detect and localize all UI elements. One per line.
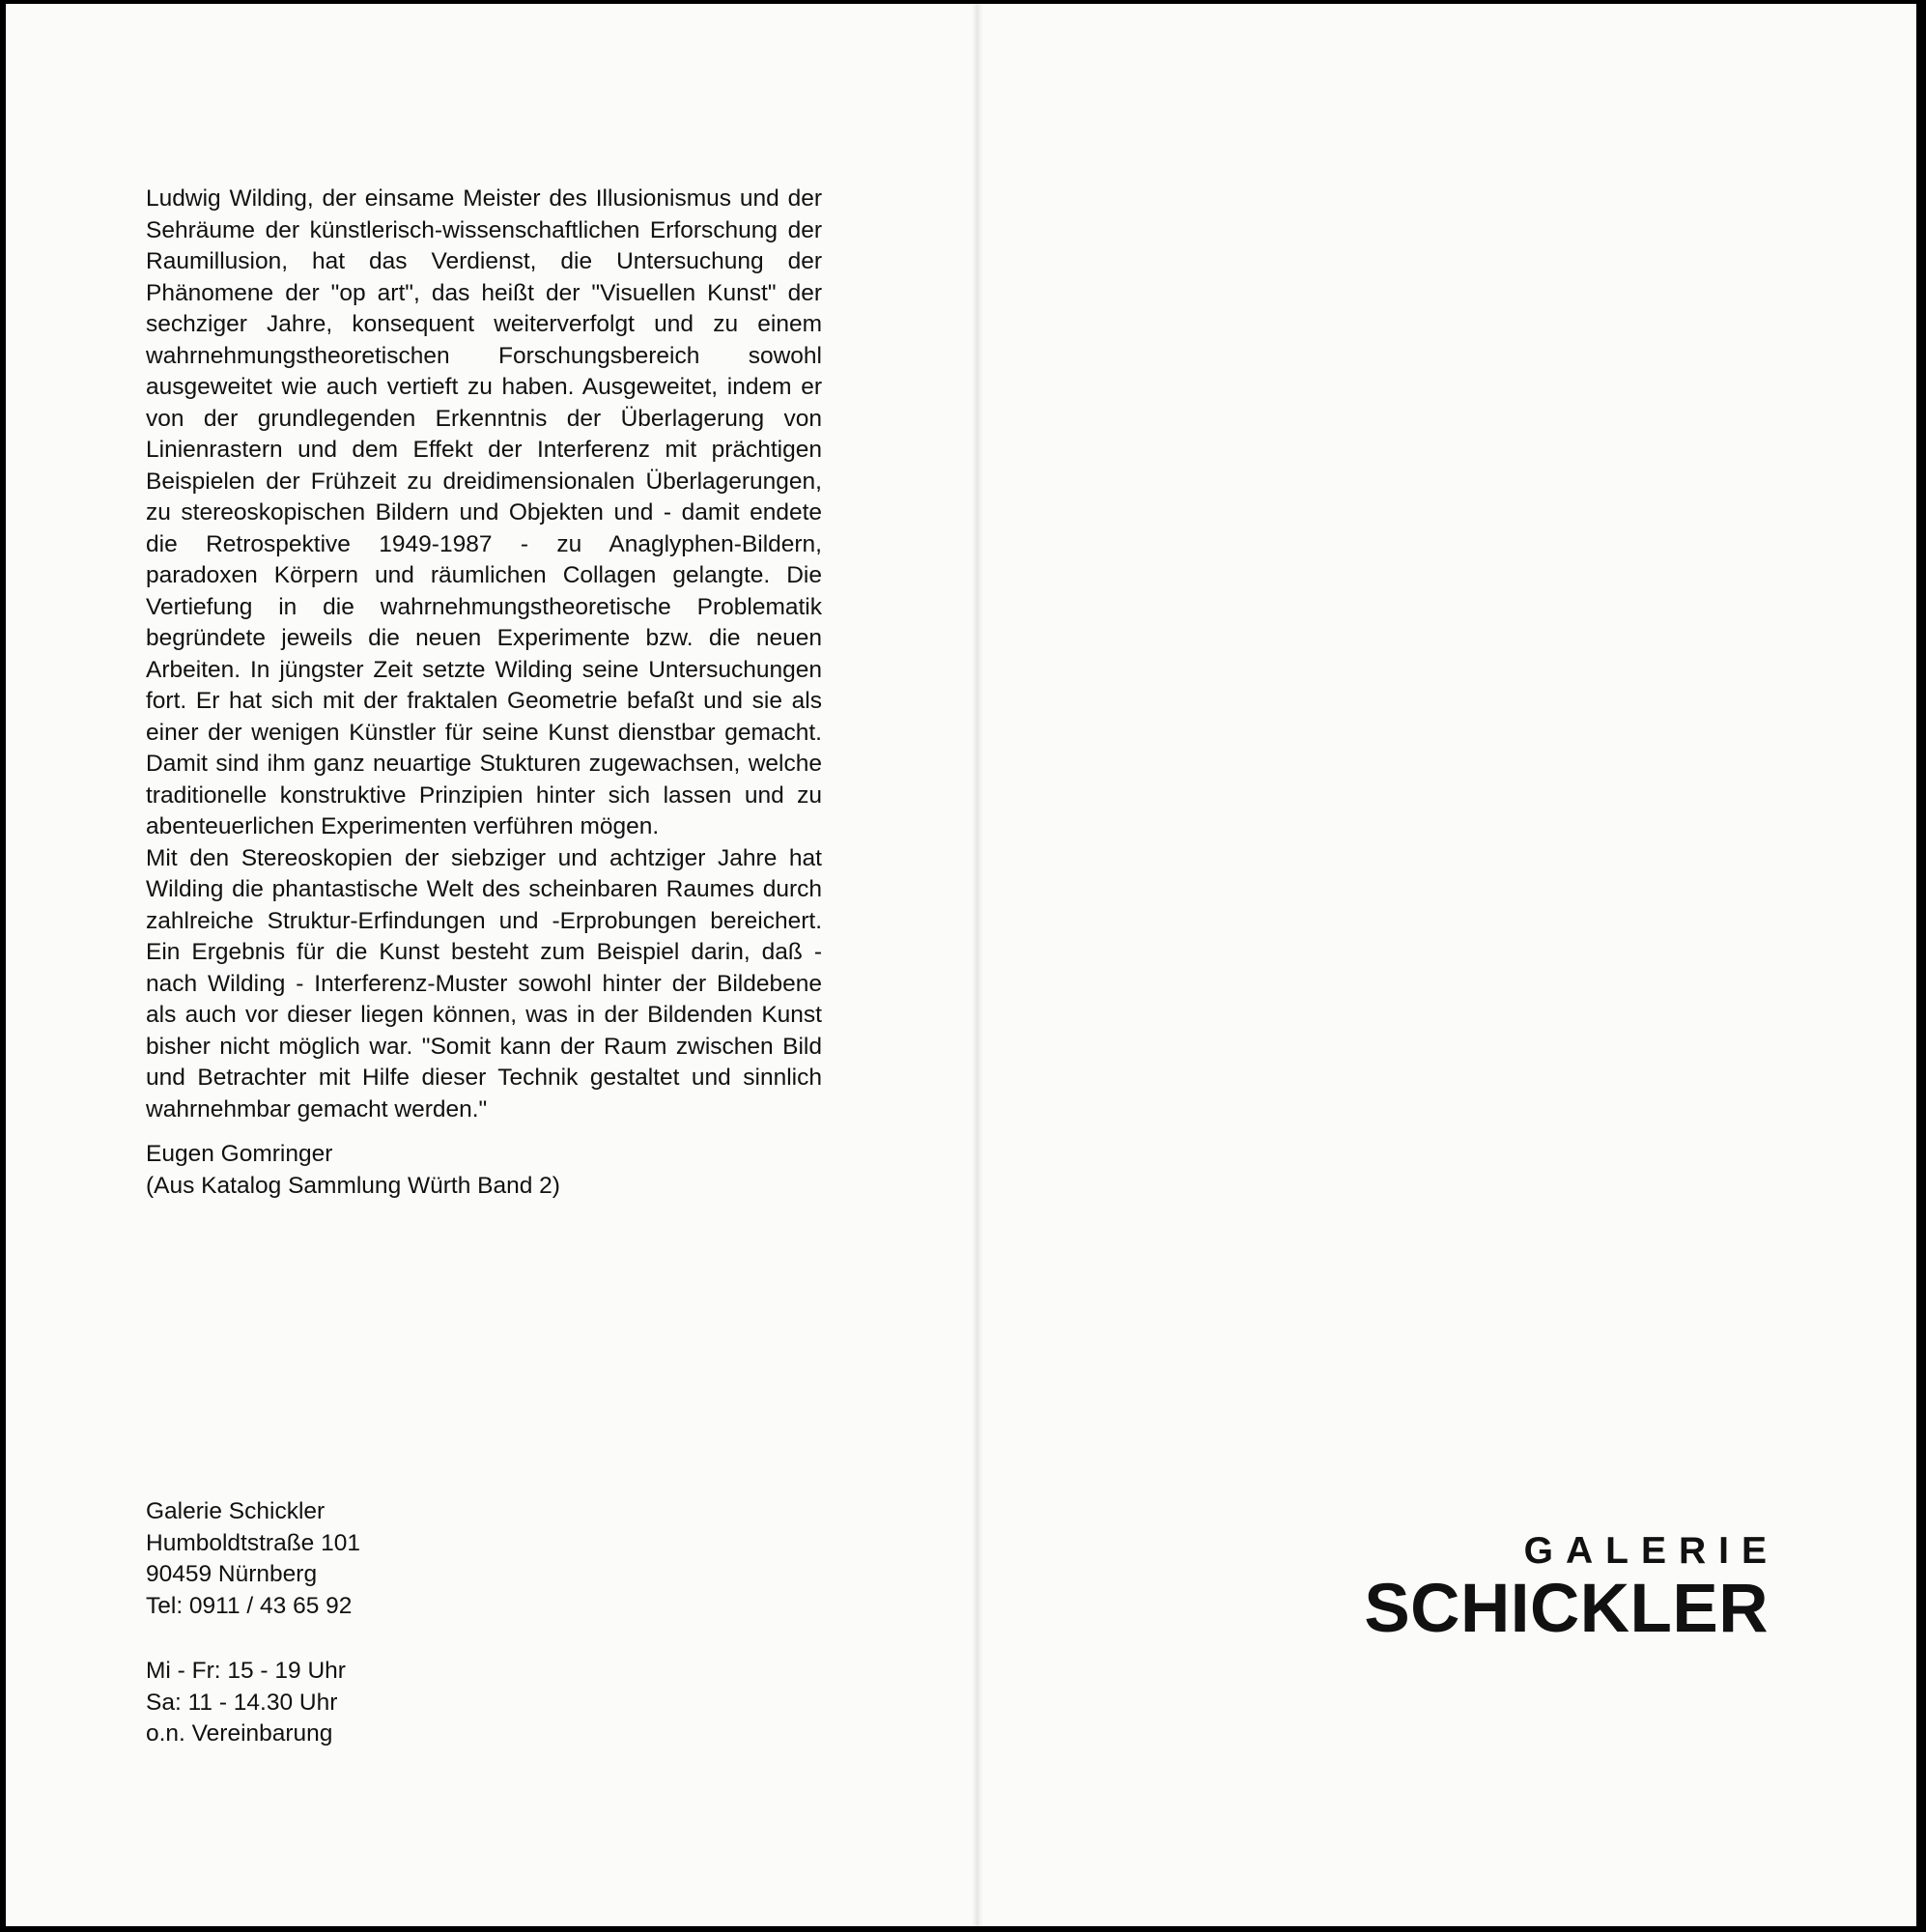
logo-galerie: GALERIE	[1523, 1530, 1779, 1572]
essay-paragraph-1: Ludwig Wilding, der einsame Meister des Illusionismus und der Sehräume der künstlerisch-wissenschaftlichen Erforschung der Raumillusion, hat das Verdienst, die Untersuchung der Phänomene der "op art", das heißt der "Visuellen Kunst" der sechziger Jahre, konsequent weiterverfolgt und zu einem wahrnehmungstheoretischen Forschungsbereich sowohl ausgeweitet wie auch vertieft zu haben. Ausgeweitet, indem er von der grundlegenden Erkenntnis der Überlagerung von Linienrastern und dem Effekt der Interferenz mit prächtigen Beispielen der Frühzeit zu dreidimensionalen Überlagerungen, zu stereoskopischen Bildern und Objekten und - damit endete die Retrospektive 1949-1987 - zu Anaglyphen-Bildern, paradoxen Körpern und räumlichen Collagen gelangte. Die Vertiefung in die wahrnehmungstheoretische Problematik begründete jeweils die neuen Experimente bzw. die neuen Arbeiten. In jüngster Zeit setzte Wilding seine Untersuchungen fort. Er hat sich mit der fraktalen Geometrie befaßt und sie als einer der wenigen Künstler für seine Kunst dienstbar gemacht. Damit sind ihm ganz neuartige Stukturen zugewachsen, welche traditionelle konstruktive Prinzipien hinter sich lassen und zu abenteuerlichen Experimenten verführen mögen.	[146, 185, 822, 839]
address-phone: Tel: 0911 / 43 65 92	[146, 1592, 353, 1619]
essay-paragraph-2: Mit den Stereoskopien der siebziger und achtziger Jahre hat Wilding die phantastische Welt des scheinbaren Raumes durch zahlreiche Struktur-Erfindungen und -Erprobungen bereichert. Ein Ergebnis für die Kunst besteht zum Beispiel darin, daß - nach Wilding - Interferenz-Muster sowohl hinter der Bildebene als auch vor dieser liegen können, was in der Bildenden Kunst bisher nicht möglich war. "Somit kann der Raum zwischen Bild und Betrachter mit Hilfe dieser Technik gestaltet und sinnlich wahrnehmbar gemacht werden."	[146, 844, 822, 1122]
essay-text	[146, 184, 822, 1125]
gallery-address	[146, 1496, 360, 1622]
brochure-sheet	[6, 4, 1916, 1926]
credit-author: Eugen Gomringer	[146, 1141, 333, 1167]
essay-credit	[146, 1139, 822, 1202]
address-city: 90459 Nürnberg	[146, 1561, 318, 1587]
center-fold	[972, 4, 983, 1926]
hours-weekdays: Mi - Fr: 15 - 19 Uhr	[146, 1658, 346, 1684]
left-panel	[146, 184, 822, 1202]
logo-schickler: SCHICKLER	[1364, 1571, 1769, 1647]
hours-saturday: Sa: 11 - 14.30 Uhr	[146, 1689, 338, 1716]
opening-hours	[146, 1656, 346, 1750]
hours-appointment: o.n. Vereinbarung	[146, 1720, 333, 1747]
address-street: Humboldtstraße 101	[146, 1529, 360, 1556]
gallery-logo	[1218, 1530, 1779, 1647]
address-name: Galerie Schickler	[146, 1498, 326, 1524]
credit-source: (Aus Katalog Sammlung Würth Band 2)	[146, 1172, 560, 1199]
